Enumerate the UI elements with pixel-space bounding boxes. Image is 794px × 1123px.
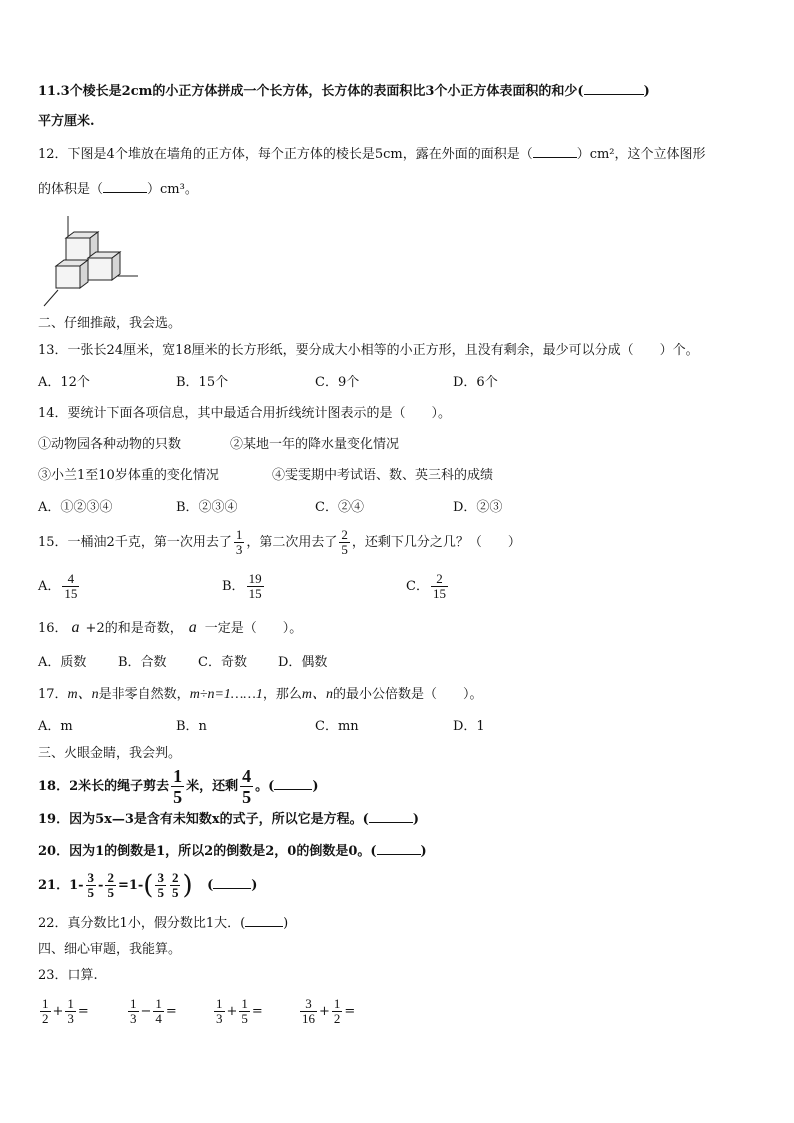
q15-text-b: ，第二次用去了 [246, 535, 338, 550]
q23-item-2: $\frac{1}{3}$ − $\frac{1}{4}$ = [130, 996, 177, 1026]
q13-option-a[interactable]: A．12个 [38, 375, 90, 390]
question-12 [38, 145, 774, 165]
q23-item-3: $\frac{1}{3}$ + $\frac{1}{5}$ = [216, 996, 263, 1026]
q21-fraction-3-5: $\frac{3}{5}$ [87, 870, 95, 900]
q21-answer-blank[interactable] [213, 876, 251, 889]
q14-option-c[interactable]: C．②④ [315, 500, 364, 515]
q18-fraction-4-5: $\frac{4}{5}$ [242, 766, 252, 807]
q11-text: 11.3个棱长是2cm的小正方体拼成一个长方体，长方体的表面积比3个小正方体表面积的和少( [38, 84, 584, 99]
q16-option-b[interactable]: B．合数 [118, 655, 167, 670]
q17-option-b[interactable]: B．n [176, 719, 207, 734]
q18-answer-blank[interactable] [274, 777, 312, 790]
q16-option-d[interactable]: D．偶数 [278, 655, 328, 670]
q13-option-b[interactable]: B．15个 [176, 375, 229, 390]
section-2-heading: 二、仔细推敲，我会选。 [38, 316, 182, 331]
q14-item-3: ③小兰1至10岁体重的变化情况 [38, 468, 219, 483]
q23-item-4: $\frac{3}{16}$ + $\frac{1}{2}$ = [302, 996, 356, 1026]
q15-option-b[interactable]: B． $\frac{19}{15}$ [222, 571, 262, 601]
q17-option-c[interactable]: C．mn [315, 719, 359, 734]
question-19: 19．因为5x—3是含有未知数x的式子，所以它是方程。( ) [38, 812, 419, 827]
q18-fraction-1-5: $\frac{1}{5}$ [173, 766, 183, 807]
question-16: 16． a +2的和是奇数， a 一定是（ ）。 [38, 619, 303, 636]
section-4-heading: 四、细心审题，我能算。 [38, 942, 182, 957]
q22-answer-blank[interactable] [245, 914, 283, 927]
q12-area-blank[interactable] [533, 145, 577, 158]
q12-line2 [38, 180, 774, 200]
q14-item-2: ②某地一年的降水量变化情况 [230, 437, 400, 452]
q16-var-a2: a [188, 619, 197, 636]
question-23-title: 23．口算. [38, 968, 98, 983]
q14-item-1: ①动物园各种动物的只数 [38, 437, 182, 452]
question-13: 13．一张长24厘米，宽18厘米的长方形纸，要分成大小相等的小正方形，且没有剩余，最少可以分成（ ）个。 [38, 343, 699, 358]
question-11 [38, 82, 774, 102]
q15-fraction-1-3: $\frac{1}{3}$ [235, 527, 243, 557]
question-14: 14．要统计下面各项信息，其中最适合用折线统计图表示的是（ ）。 [38, 406, 452, 421]
q14-option-a[interactable]: A．①②③④ [38, 500, 113, 515]
q14-option-b[interactable]: B．②③④ [176, 500, 238, 515]
question-17: 17．m、n是非零自然数，m÷n=1……1，那么m、n的最小公倍数是（ ）。 [38, 687, 483, 702]
q12-text-b: ）cm²，这个立体图形 [576, 147, 706, 162]
q12-volume-blank[interactable] [103, 180, 147, 193]
q12-text-a: 12．下图是4个堆放在墙角的正方体，每个正方体的棱长是5cm，露在外面的面积是（ [38, 147, 533, 162]
q15-option-c-fraction: $\frac{2}{15}$ [432, 571, 446, 601]
q16-var-a: a [71, 619, 80, 636]
section-3-heading: 三、火眼金睛，我会判。 [38, 746, 182, 761]
q17-option-d[interactable]: D．1 [453, 719, 485, 734]
q17-mn: m、n [67, 687, 99, 702]
q21-fraction-2-5: $\frac{2}{5}$ [107, 870, 114, 900]
q14-item-4: ④雯雯期中考试语、数、英三科的成绩 [272, 468, 494, 483]
q15-option-a[interactable]: A． $\frac{4}{15}$ [38, 571, 78, 601]
q15-text-c: ，还剩下几分之几？（ ） [351, 535, 521, 550]
question-20: 20．因为1的倒数是1，所以2的倒数是2，0的倒数是0。( ) [38, 844, 427, 859]
q17-expr: m÷n=1……1 [189, 687, 263, 702]
q15-option-b-fraction: $\frac{19}{15}$ [248, 571, 262, 601]
q21-fraction-3-5-b: $\frac{3}{5}$ [157, 870, 164, 900]
q17-mn2: m、n [301, 687, 333, 702]
q12-line2-a: 的体积是（ [38, 182, 104, 197]
q17-option-a[interactable]: A．m [38, 719, 73, 734]
q15-text-a: 15．一桶油2千克，第一次用去了 [38, 535, 232, 550]
q16-post: 一定是（ ）。 [204, 621, 303, 636]
q20-answer-blank[interactable] [377, 842, 421, 855]
q21-fraction-2-5-b: $\frac{2}{5}$ [171, 870, 179, 900]
q15-option-c[interactable]: C． $\frac{2}{15}$ [406, 571, 446, 601]
q13-option-d[interactable]: D．6个 [453, 375, 498, 390]
q11-answer-blank[interactable] [584, 82, 644, 95]
q19-answer-blank[interactable] [369, 810, 413, 823]
q16-option-a[interactable]: A．质数 [38, 655, 87, 670]
q13-option-c[interactable]: C．9个 [315, 375, 360, 390]
question-15 [38, 528, 774, 558]
question-22: 22．真分数比1小，假分数比1大．( ) [38, 916, 289, 931]
question-21: 21．1- $\frac{3}{5}$ - $\frac{2}{5}$ =1-( $\frac{3}{5}$ $\frac{2}{5}$ ) ( ) [38, 870, 258, 901]
q16-option-c[interactable]: C．奇数 [198, 655, 247, 670]
q14-option-d[interactable]: D．②③ [453, 500, 503, 515]
q12-line2-b: ）cm³。 [147, 182, 198, 197]
cube-stack-figure [36, 212, 146, 312]
q11-close-paren: ) [643, 84, 650, 99]
q15-fraction-2-5: $\frac{2}{5}$ [341, 527, 348, 557]
q16-expr: +2的和是奇数， [85, 621, 183, 636]
q15-option-a-fraction: $\frac{4}{15}$ [64, 571, 78, 601]
q11-line2: 平方厘米. [38, 114, 95, 129]
q23-item-1: $\frac{1}{2}$ + $\frac{1}{3}$ = [42, 996, 89, 1026]
question-18: 18．2米长的绳子剪去 $\frac{1}{5}$ 米，还剩 $\frac{4}{5}$ 。( ) [38, 766, 319, 807]
